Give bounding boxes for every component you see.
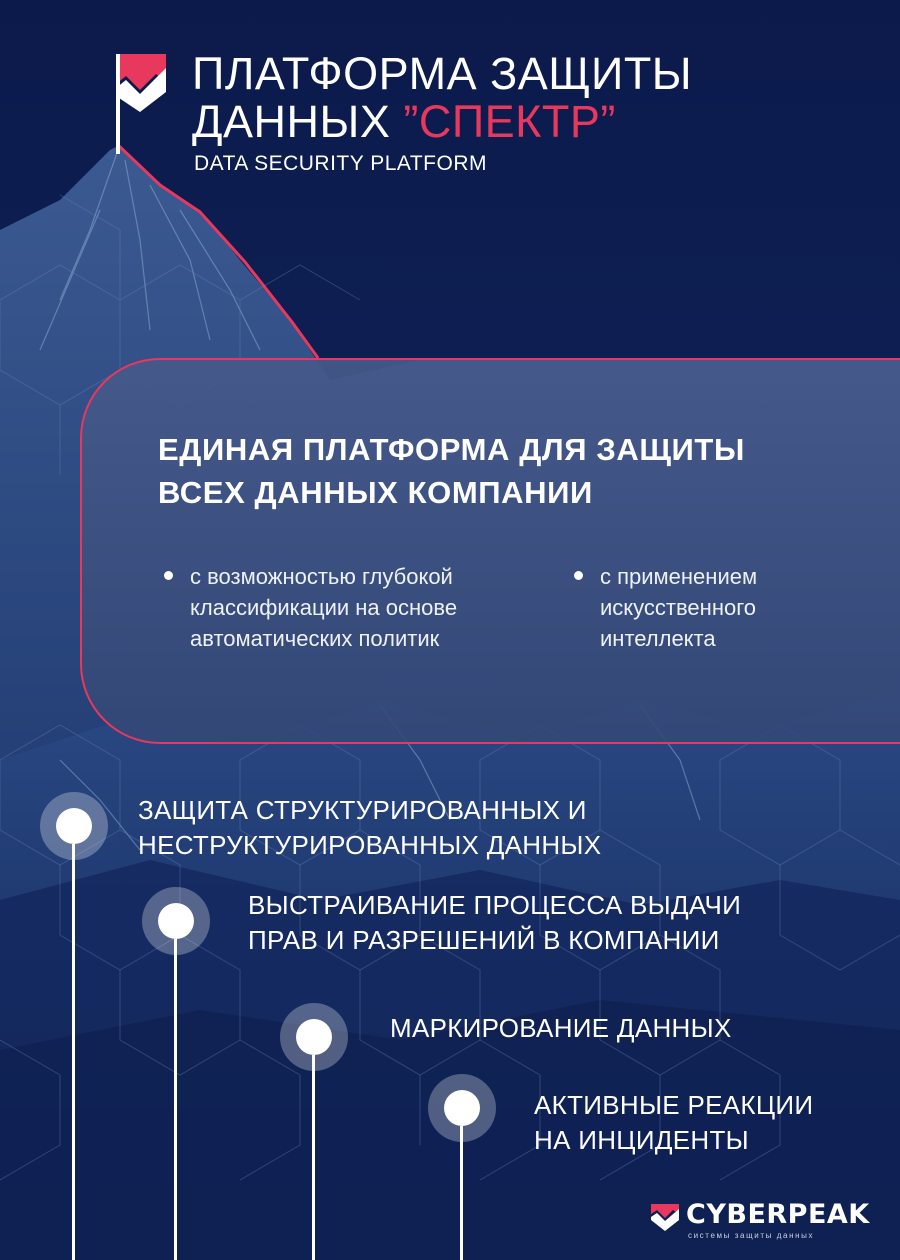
feature-incident-response bbox=[534, 1088, 813, 1158]
bullet-ai bbox=[600, 561, 757, 654]
bullet-line: классификации на основе bbox=[190, 595, 458, 620]
product-name: ”СПЕКТР” bbox=[403, 96, 616, 147]
bullet-line: интеллекта bbox=[600, 626, 716, 651]
feature-line: МАРКИРОВАНИЕ ДАННЫХ bbox=[390, 1013, 732, 1043]
page-title bbox=[192, 50, 692, 146]
bullet-line: с применением bbox=[600, 564, 758, 589]
feature-line: НА ИНЦИДЕНТЫ bbox=[534, 1125, 749, 1155]
brand-name: CYBERPEAK bbox=[686, 1199, 870, 1230]
title-line-2: ДАННЫХ bbox=[192, 96, 404, 147]
feature-permissions bbox=[248, 888, 741, 958]
card-title bbox=[158, 428, 745, 514]
brand-tagline: системы защиты данных bbox=[688, 1231, 815, 1240]
feature-line: ПРАВ И РАЗРЕШЕНИЙ В КОМПАНИИ bbox=[248, 925, 720, 955]
feature-line: НЕСТРУКТУРИРОВАННЫХ ДАННЫХ bbox=[138, 830, 602, 860]
feature-structured-data bbox=[138, 793, 601, 863]
card-title-line-2: ВСЕХ ДАННЫХ КОМПАНИИ bbox=[158, 475, 593, 510]
flag-check-icon bbox=[112, 52, 170, 154]
shield-check-icon bbox=[650, 1202, 680, 1232]
feature-line: АКТИВНЫЕ РЕАКЦИИ bbox=[534, 1090, 814, 1120]
title-line-1: ПЛАТФОРМА ЗАЩИТЫ bbox=[192, 48, 693, 99]
brand-logo bbox=[650, 1198, 870, 1242]
bullet-line: искусственного bbox=[600, 595, 756, 620]
summary-card bbox=[80, 358, 900, 744]
bullet-classification bbox=[190, 561, 457, 654]
feature-line: ЗАЩИТА СТРУКТУРИРОВАННЫХ И bbox=[138, 795, 587, 825]
feature-labeling bbox=[390, 1011, 732, 1046]
bullet-line: с возможностью глубокой bbox=[190, 564, 453, 589]
bullet-line: автоматических политик bbox=[190, 626, 440, 651]
feature-line: ВЫСТРАИВАНИЕ ПРОЦЕССА ВЫДАЧИ bbox=[248, 890, 742, 920]
page-subtitle: DATA SECURITY PLATFORM bbox=[194, 152, 487, 175]
card-title-line-1: ЕДИНАЯ ПЛАТФОРМА ДЛЯ ЗАЩИТЫ bbox=[158, 432, 745, 467]
